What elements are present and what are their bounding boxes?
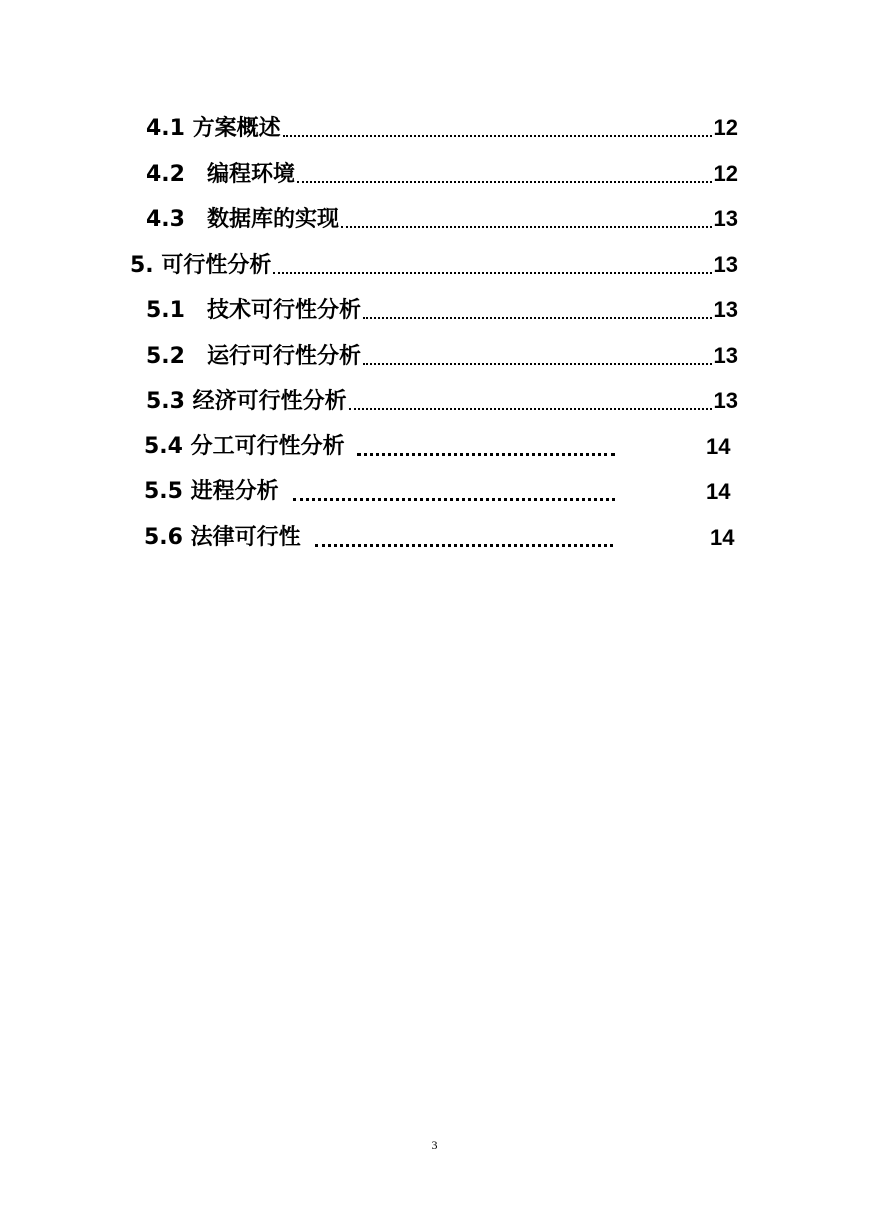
toc-dot-leader (363, 317, 712, 319)
toc-entry-label: 4.2 编程环境 (146, 162, 295, 187)
toc-entry-5-3 (146, 385, 738, 417)
toc-dot-leader (341, 226, 712, 228)
toc-entry-label: 4.3 数据库的实现 (146, 207, 339, 232)
toc-entry-label: 5. 可行性分析 (130, 253, 272, 278)
toc-entry-5-1 (146, 294, 738, 326)
toc-entry-page: 14 (706, 479, 731, 504)
toc-entry-label: 5.2 运行可行性分析 (146, 344, 361, 369)
toc-dot-leader (357, 453, 615, 456)
toc-entry-label: 5.3 经济可行性分析 (146, 389, 347, 414)
toc-dot-leader (297, 181, 712, 183)
toc-entry-label: 5.6 法律可行性 (144, 525, 301, 550)
toc-entry-label: 5.1 技术可行性分析 (146, 298, 361, 323)
toc-entry-page: 14 (710, 525, 735, 550)
toc-entry-page: 13 (713, 388, 738, 413)
page-number: 3 (431, 1138, 438, 1152)
toc-entry-5-6 (144, 522, 740, 554)
toc-dot-leader (349, 408, 712, 410)
toc-dot-leader (363, 363, 712, 365)
toc-entry-page: 13 (713, 206, 738, 231)
toc-entry-label: 5.5 进程分析 (144, 479, 279, 504)
toc-entry-page: 13 (713, 297, 738, 322)
toc-entry-5-2 (146, 340, 738, 372)
toc-dot-leader (273, 272, 711, 274)
toc-entry-5 (130, 249, 738, 281)
toc-dot-leader (315, 544, 613, 547)
toc-entry-page: 12 (713, 161, 738, 186)
toc-entry-4-1 (146, 112, 738, 144)
toc-entry-page: 13 (713, 343, 738, 368)
toc-dot-leader (283, 135, 712, 137)
toc-entry-page: 13 (713, 252, 738, 277)
toc-entry-4-3 (146, 203, 738, 235)
toc-entry-label: 5.4 分工可行性分析 (144, 434, 345, 459)
toc-entry-page: 12 (713, 115, 738, 140)
toc-dot-leader (293, 498, 615, 501)
toc-entry-label: 4.1 方案概述 (146, 116, 281, 141)
toc-entry-5-5 (144, 476, 738, 508)
toc-entry-5-4 (144, 431, 738, 463)
toc-entry-4-2 (146, 158, 738, 190)
toc-entry-page: 14 (706, 434, 731, 459)
